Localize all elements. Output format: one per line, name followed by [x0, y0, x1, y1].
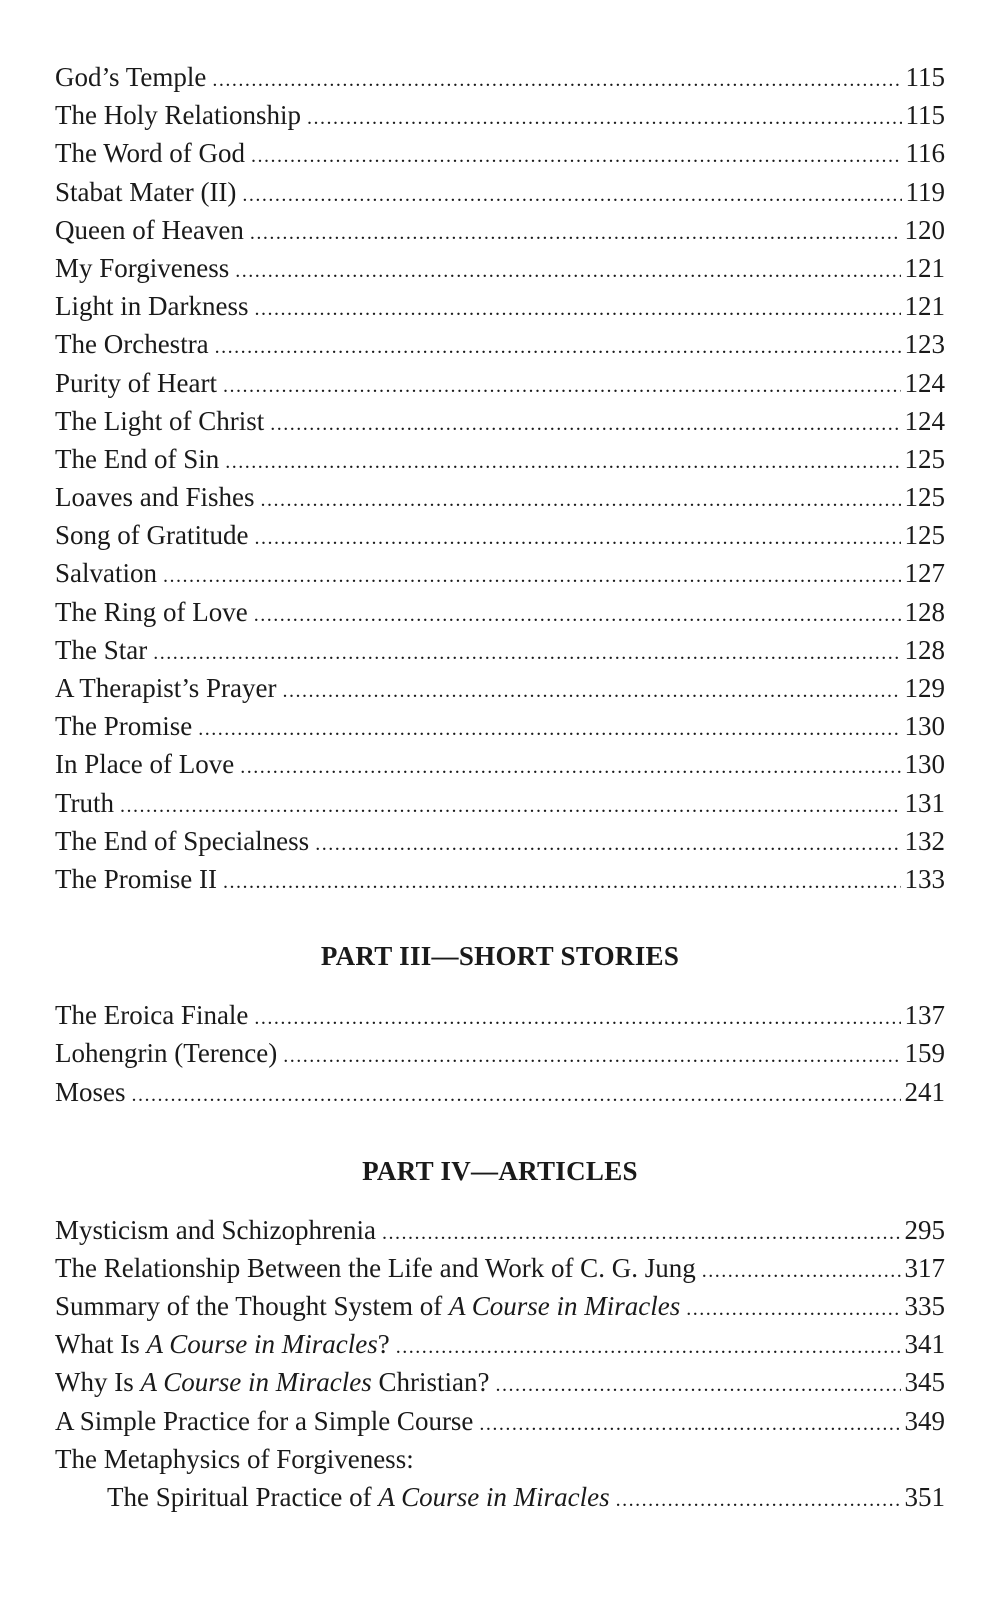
dot-leader [132, 1076, 901, 1114]
toc-entry-page: 351 [904, 1482, 945, 1512]
dot-leader [686, 1290, 900, 1328]
dot-leader [270, 405, 900, 443]
title-text: Christian? [371, 1367, 490, 1398]
toc-entry[interactable] [55, 822, 945, 860]
toc-entry-title: The Promise [55, 711, 193, 742]
toc-entry-page: 132 [904, 825, 945, 856]
toc-entry[interactable] [55, 249, 945, 287]
toc-entry-title: Mysticism and Schizophrenia [55, 1214, 376, 1245]
toc-entry-title: Stabat Mater (II) [55, 176, 237, 207]
toc-entry[interactable] [55, 478, 945, 516]
toc-entry[interactable] [55, 707, 945, 745]
dot-leader [250, 214, 901, 252]
dot-leader [282, 672, 900, 710]
title-italic-text: A Course in Miracles [140, 1367, 372, 1398]
toc-entry-page: 125 [904, 520, 945, 551]
dot-leader [223, 367, 901, 405]
toc-entry[interactable] [55, 134, 945, 172]
title-text: Why Is [55, 1367, 141, 1398]
toc-entry-title: Song of Gratitude [55, 520, 249, 551]
dot-leader [260, 481, 900, 519]
toc-entry-title: A Therapist’s Prayer [55, 673, 277, 703]
toc-entry[interactable] [55, 554, 945, 592]
toc-entry-page: 137 [904, 1000, 945, 1031]
toc-entry[interactable] [55, 402, 945, 440]
dot-leader [616, 1481, 901, 1519]
toc-entry-title: The Word of God [55, 138, 246, 169]
toc-entry[interactable] [55, 1034, 945, 1072]
toc-entry-title: The Promise II [55, 863, 217, 894]
toc-entry[interactable] [55, 325, 945, 363]
toc-entry[interactable] [55, 173, 945, 211]
toc-entry[interactable] [55, 211, 945, 249]
toc-entry[interactable] [55, 860, 945, 898]
section-heading-part-iv: PART IV—ARTICLES [362, 1155, 638, 1186]
toc-entry[interactable] [55, 1402, 945, 1440]
toc-entry-page: 335 [904, 1291, 945, 1322]
toc-entry-page: 129 [904, 673, 945, 703]
toc-entry-title: Purity of Heart [55, 367, 217, 398]
toc-entry-title-line[interactable] [55, 1440, 945, 1478]
toc-entry[interactable] [55, 784, 945, 822]
dot-leader [242, 176, 901, 214]
toc-entry-title: Truth [55, 787, 115, 818]
title-text: What Is [55, 1329, 147, 1360]
toc-entry[interactable] [55, 1249, 945, 1287]
title-italic-text: A Course in Miracles [448, 1291, 681, 1322]
dot-leader [120, 787, 900, 825]
toc-entry-page: 120 [904, 214, 945, 245]
dot-leader [254, 999, 900, 1037]
toc-entry[interactable] [55, 1073, 945, 1111]
toc-entry-page: 125 [904, 443, 945, 474]
toc-entry-title: The Light of Christ [55, 405, 265, 436]
dot-leader [153, 634, 900, 672]
dot-leader [223, 863, 901, 901]
title-text: ? [377, 1329, 390, 1360]
dot-leader [254, 596, 901, 634]
toc-entry-title: Lohengrin (Terence) [55, 1038, 278, 1069]
toc-entry-title: The Star [55, 634, 148, 665]
toc-entry-title: The Eroica Finale [55, 1000, 249, 1031]
toc-entry-title: Light in Darkness [55, 291, 249, 322]
toc-entry-page: 115 [905, 62, 945, 92]
dot-leader [225, 443, 900, 481]
toc-entry[interactable] [55, 96, 945, 134]
toc-entry-title: The Orchestra [55, 329, 209, 360]
toc-entry[interactable] [55, 669, 945, 707]
toc-entry[interactable] [55, 996, 945, 1034]
toc-entry[interactable] [55, 1325, 945, 1363]
title-text: Summary of the Thought System of [55, 1291, 449, 1322]
toc-entry[interactable] [55, 364, 945, 402]
toc-entry-page: 121 [904, 252, 945, 283]
toc-entry[interactable] [55, 1211, 945, 1249]
toc-entry[interactable] [55, 516, 945, 554]
toc-entry-title: The Holy Relationship [55, 100, 301, 131]
toc-entry-page: 159 [904, 1038, 945, 1069]
toc-entry-page: 130 [904, 711, 945, 742]
dot-leader [396, 1328, 901, 1366]
toc-entry-title: The Relationship Between the Life and Work of C. G. Jung [55, 1252, 696, 1283]
dot-leader [254, 519, 900, 557]
toc-entry-title: In Place of Love [55, 749, 235, 780]
table-of-contents-page [55, 58, 945, 1516]
toc-entry[interactable] [55, 1287, 945, 1325]
dot-leader [479, 1405, 900, 1443]
toc-entry-title: My Forgiveness [55, 252, 230, 283]
dot-leader [251, 137, 901, 175]
toc-entry-title: God’s Temple [55, 62, 207, 92]
dot-leader [702, 1252, 901, 1290]
toc-entry-subtitle-line[interactable] [55, 1478, 945, 1516]
toc-entry[interactable] [55, 745, 945, 783]
toc-entry[interactable] [55, 631, 945, 669]
section-heading-part-iii: PART III—SHORT STORIES [320, 941, 680, 972]
dot-leader [215, 328, 901, 366]
toc-entry-title: Queen of Heaven [55, 214, 244, 245]
toc-entry-page: 349 [904, 1405, 945, 1436]
toc-entry-page: 128 [904, 596, 945, 627]
toc-entry-title: The Metaphysics of Forgiveness: [55, 1443, 414, 1474]
toc-entry-title: A Simple Practice for a Simple Course [55, 1405, 474, 1436]
toc-entry-page: 341 [904, 1329, 945, 1360]
toc-entry[interactable] [55, 440, 945, 478]
toc-list-part-iv [55, 1211, 945, 1517]
dot-leader [495, 1366, 900, 1404]
dot-leader [235, 252, 900, 290]
toc-entry[interactable] [55, 287, 945, 325]
toc-entry-title: The Ring of Love [55, 596, 248, 627]
toc-entry-title: Loaves and Fishes [55, 482, 255, 513]
title-text: The Spiritual Practice of [107, 1482, 379, 1512]
toc-entry-page: 124 [904, 405, 945, 436]
toc-entry-page: 119 [905, 176, 945, 207]
toc-entry-page: 130 [904, 749, 945, 780]
title-italic-text: A Course in Miracles [146, 1329, 378, 1360]
dot-leader [283, 1037, 900, 1075]
dot-leader [163, 557, 901, 595]
toc-list-part-iii [55, 996, 945, 1111]
dot-leader [254, 290, 900, 328]
toc-entry[interactable] [55, 1363, 945, 1401]
toc-entry-page: 125 [904, 482, 945, 513]
toc-entry-page: 121 [904, 291, 945, 322]
toc-entry-title: The End of Sin [55, 443, 220, 474]
title-italic-text: A Course in Miracles [378, 1482, 610, 1512]
toc-entry-title: Salvation [55, 558, 157, 589]
toc-list-part-ii-continued [55, 58, 945, 898]
dot-leader [382, 1214, 901, 1252]
toc-entry-page: 345 [904, 1367, 945, 1398]
toc-entry-title [55, 1363, 495, 1401]
dot-leader [315, 825, 900, 863]
toc-entry-title [55, 1478, 616, 1516]
toc-entry-page: 124 [904, 367, 945, 398]
toc-entry-title: The End of Specialness [55, 825, 310, 856]
toc-entry-title: Moses [55, 1076, 126, 1107]
toc-entry-page: 116 [905, 138, 945, 169]
toc-entry-page: 241 [904, 1076, 945, 1107]
dot-leader [212, 61, 901, 99]
toc-entry-page: 317 [904, 1252, 945, 1283]
toc-entry-page: 133 [904, 863, 945, 894]
toc-entry-page: 123 [904, 329, 945, 360]
dot-leader [198, 710, 900, 748]
toc-entry-title [55, 1325, 396, 1363]
dot-leader [240, 748, 900, 786]
toc-entry-page: 131 [904, 787, 945, 818]
toc-entry-page: 128 [904, 634, 945, 665]
toc-entry[interactable] [55, 593, 945, 631]
toc-entry-page: 295 [904, 1214, 945, 1245]
toc-entry-page: 115 [905, 100, 945, 131]
toc-entry-title [55, 1287, 686, 1325]
toc-entry-page: 127 [904, 558, 945, 589]
dot-leader [307, 99, 902, 137]
toc-entry[interactable] [55, 58, 945, 96]
